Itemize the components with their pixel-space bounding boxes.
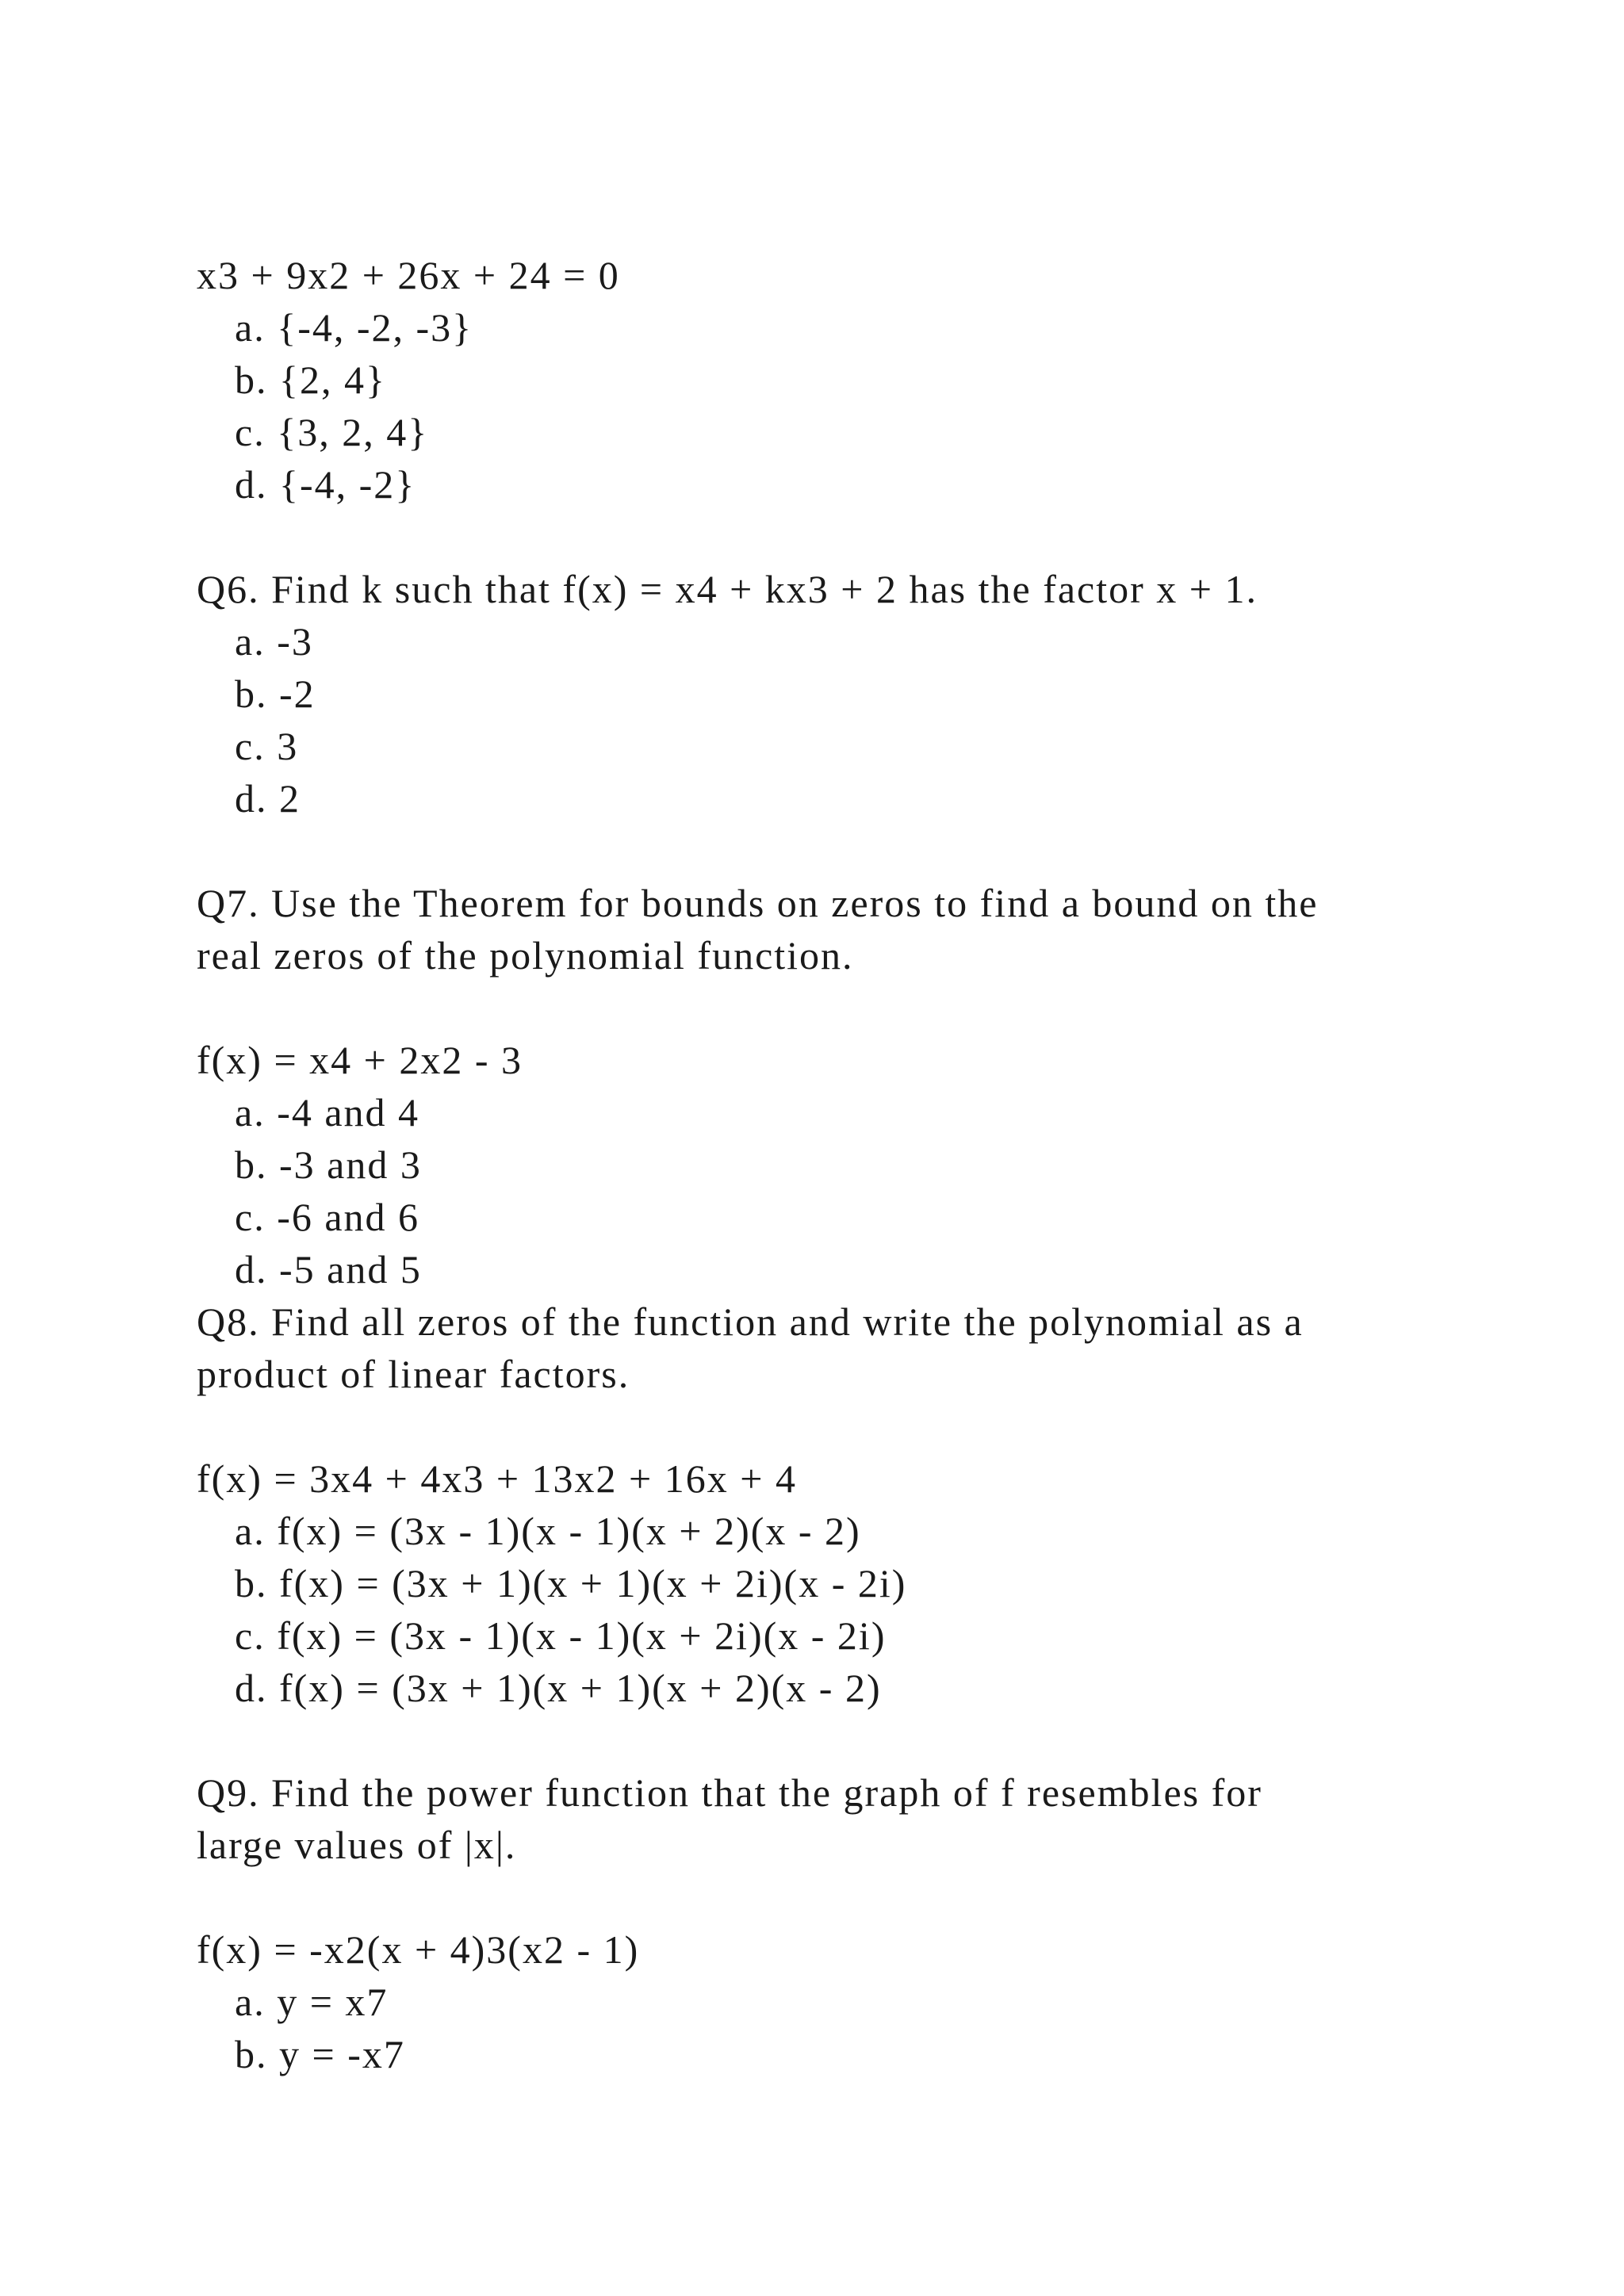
q8-option-d: d. f(x) = (3x + 1)(x + 1)(x + 2)(x - 2) [235, 1666, 882, 1710]
q6-option-c: c. 3 [235, 724, 299, 768]
q9-question-line-1: Q9. Find the power function that the graph of f resembles for [197, 1770, 1262, 1815]
q8-function: f(x) = 3x4 + 4x3 + 13x2 + 16x + 4 [197, 1456, 797, 1501]
q7-option-a: a. -4 and 4 [235, 1090, 420, 1135]
q8-question-line-2: product of linear factors. [197, 1352, 630, 1396]
q6-question: Q6. Find k such that f(x) = x4 + kx3 + 2 has the factor x + 1. [197, 567, 1258, 611]
q7-function: f(x) = x4 + 2x2 - 3 [197, 1038, 523, 1082]
q7-option-b: b. -3 and 3 [235, 1142, 422, 1187]
q8-option-b: b. f(x) = (3x + 1)(x + 1)(x + 2i)(x - 2i) [235, 1561, 907, 1605]
q7-question-line-2: real zeros of the polynomial function. [197, 933, 854, 978]
q6-option-b: b. -2 [235, 672, 316, 716]
q9-function: f(x) = -x2(x + 4)3(x2 - 1) [197, 1927, 640, 1972]
q8-question-line-1: Q8. Find all zeros of the function and write the polynomial as a [197, 1299, 1304, 1344]
q5-option-c: c. {3, 2, 4} [235, 410, 429, 454]
q9-question-line-2: large values of |x|. [197, 1823, 517, 1867]
q7-option-c: c. -6 and 6 [235, 1195, 420, 1239]
q5-option-a: a. {-4, -2, -3} [235, 305, 473, 350]
q9-option-a: a. y = x7 [235, 1980, 389, 2024]
q6-option-a: a. -3 [235, 619, 313, 664]
q5-option-d: d. {-4, -2} [235, 462, 416, 507]
q9-option-b: b. y = -x7 [235, 2032, 405, 2076]
q6-option-d: d. 2 [235, 776, 301, 821]
q7-option-d: d. -5 and 5 [235, 1247, 422, 1292]
q5-equation: x3 + 9x2 + 26x + 24 = 0 [197, 253, 620, 297]
q7-question-line-1: Q7. Use the Theorem for bounds on zeros to find a bound on the [197, 881, 1319, 925]
q5-option-b: b. {2, 4} [235, 358, 386, 402]
q8-option-a: a. f(x) = (3x - 1)(x - 1)(x + 2)(x - 2) [235, 1509, 861, 1553]
q8-option-c: c. f(x) = (3x - 1)(x - 1)(x + 2i)(x - 2i) [235, 1613, 887, 1658]
